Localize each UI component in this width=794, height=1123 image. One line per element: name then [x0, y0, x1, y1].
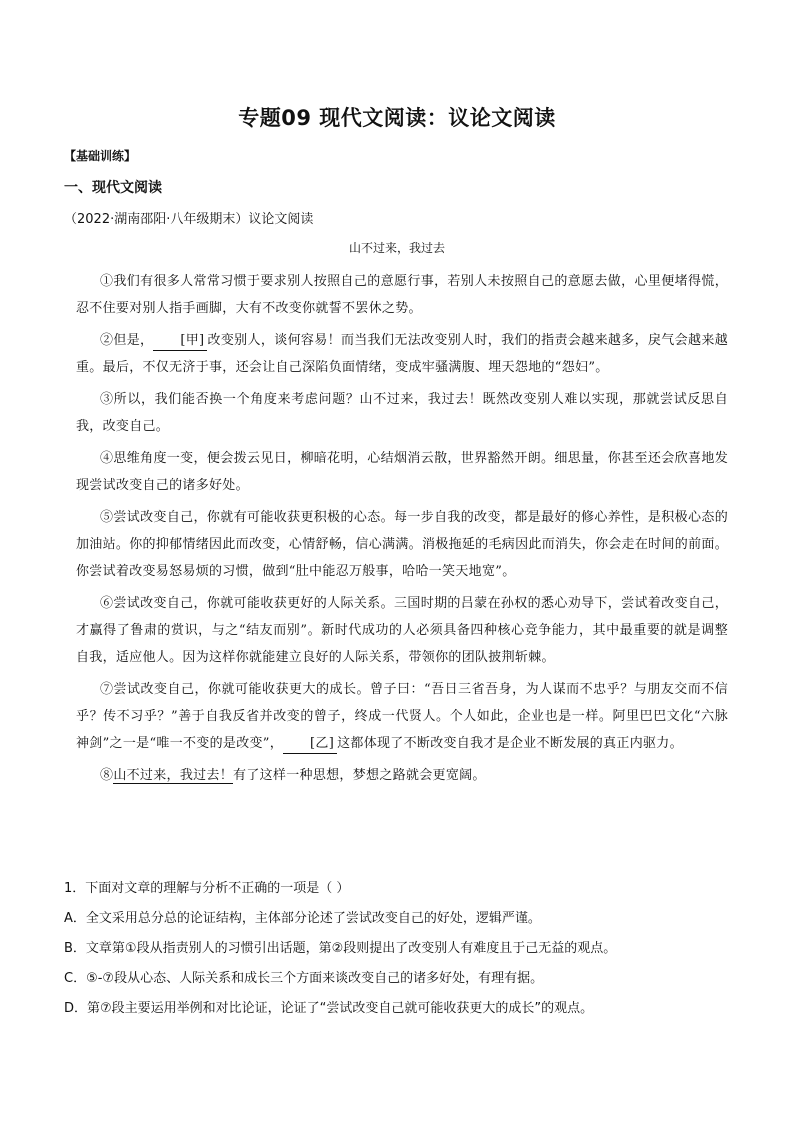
question-1 [64, 874, 744, 1024]
paragraph-2-start: ②但是， [100, 333, 154, 348]
paragraph-8 [76, 762, 728, 789]
section-tag: 【基础训练】 [64, 149, 137, 163]
paragraph-7-rest: 这都体现了不断改变自我才是企业不断发展的真正内驱力。 [337, 736, 683, 751]
question-stem: 1．下面对文章的理解与分析不正确的一项是（ ） [64, 881, 350, 896]
paragraph-1: ①我们有很多人常常习惯于要求别人按照自己的意愿行事，若别人未按照自己的意愿去做，心里便堵得慌，忍不住要对别人指手画脚，大有不改变你就誓不罢休之势。 [76, 274, 728, 316]
option-b: B．文章第①段从指责别人的习惯引出话题，第②段则提出了改变别人有难度且于己无益的观点。 [64, 941, 617, 956]
underlined-sentence: 山不过来，我过去！ [113, 768, 234, 783]
paragraph-2 [76, 327, 728, 381]
paragraph-7 [76, 676, 728, 757]
essay-body [76, 268, 728, 794]
paragraph-7-start: ⑦尝试改变自己，你就可能收获更大的成长。曾子曰：“吾日三省吾身，为人谋而不忠乎？与朋友交而不信乎？传不习乎？”善于自我反省并改变的曾子，终成一代贤人。个人如此，企业也是一样。阿里巴巴文化“六脉神剑”之一是“唯一不变的是改变”， [76, 682, 728, 751]
blank-jia: [甲] [153, 332, 207, 351]
blank-yi: [乙] [283, 735, 337, 754]
paragraph-5: ⑤尝试改变自己，你就有可能收获更积极的心态。每一步自我的改变，都是最好的修心养性，是积极心态的加油站。你的抑郁情绪因此而改变，心情舒畅，信心满满。消极拖延的毛病因此而消失，你会走在时间的前面。你尝试着改变易怒易烦的习惯，做到“肚中能忍万般事，哈哈一笑天地宽”。 [76, 510, 728, 579]
paragraph-8-rest: 有了这样一种思想，梦想之路就会更宽阔。 [233, 768, 486, 783]
source-line: （2022·湖南邵阳·八年级期末）议论文阅读 [64, 212, 314, 227]
option-d: D．第⑦段主要运用举例和对比论证，论证了“尝试改变自己就可能收获更大的成长”的观点。 [64, 1001, 594, 1016]
option-c: C．⑤-⑦段从心态、人际关系和成长三个方面来谈改变自己的诸多好处，有理有据。 [64, 971, 544, 986]
paragraph-8-start: ⑧ [100, 768, 114, 783]
paragraph-2-rest: 改变别人，谈何容易！而当我们无法改变别人时，我们的指责会越来越多，戾气会越来越重。最后，不仅无济于事，还会让自己深陷负面情绪，变成牢骚满腹、埋天怨地的“怨妇”。 [76, 333, 728, 375]
paragraph-6: ⑥尝试改变自己，你就可能收获更好的人际关系。三国时期的吕蒙在孙权的悉心劝导下，尝试着改变自己，才赢得了鲁肃的赏识，与之“结友而别”。新时代成功的人必须具备四种核心竞争能力，其中最重要的就是调整自我，适应他人。因为这样你就能建立良好的人际关系，带领你的团队披荆斩棘。 [76, 596, 728, 665]
document-title: 专题09 现代文阅读：议论文阅读 [238, 106, 556, 130]
section-heading: 一、现代文阅读 [64, 180, 162, 196]
paragraph-4: ④思维角度一变，便会拨云见日，柳暗花明，心结烟消云散，世界豁然开朗。细思量，你甚至还会欣喜地发现尝试改变自己的诸多好处。 [76, 451, 728, 493]
option-a: A．全文采用总分总的论证结构，主体部分论述了尝试改变自己的好处，逻辑严谨。 [64, 911, 541, 926]
paragraph-3: ③所以，我们能否换一个角度来考虑问题？山不过来，我过去！既然改变别人难以实现，那就尝试反思自我，改变自己。 [76, 392, 728, 434]
essay-title: 山不过来，我过去 [348, 241, 445, 255]
